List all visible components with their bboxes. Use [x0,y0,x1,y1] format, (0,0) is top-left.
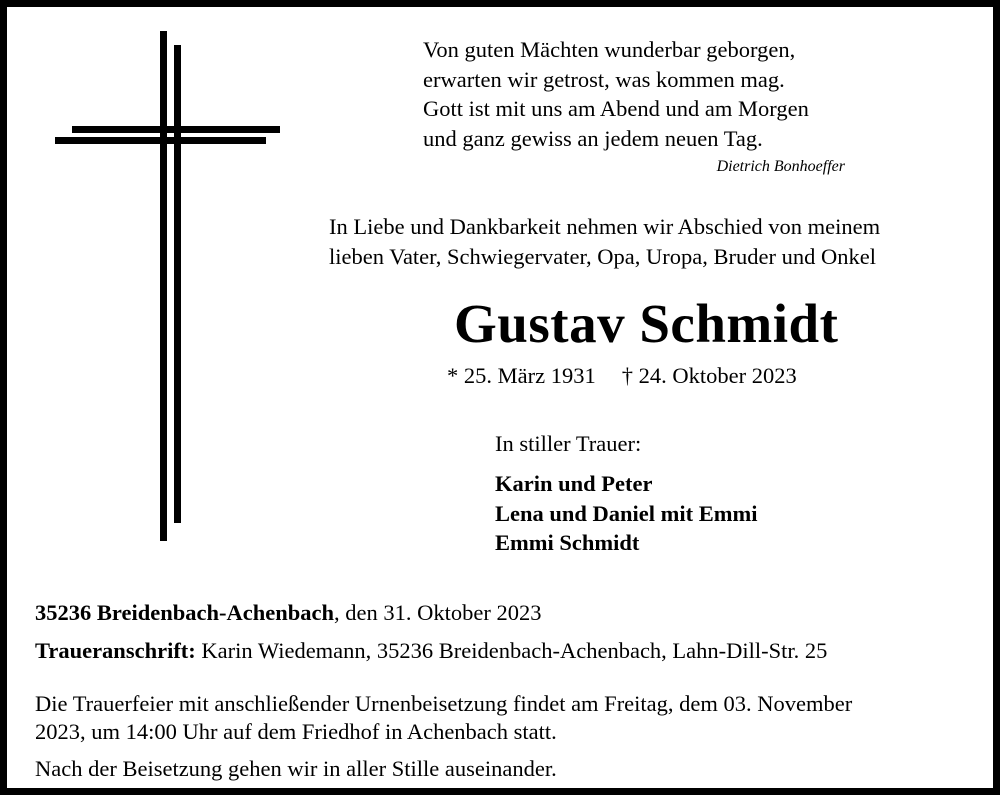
life-dates [447,362,797,390]
birth-date: * 25. März 1931 [447,363,596,388]
death-date: † 24. Oktober 2023 [621,363,797,388]
mourners-list [495,469,758,558]
deceased-name: Gustav Schmidt [454,293,839,354]
poem-author: Dietrich Bonhoeffer [716,158,845,175]
mourner-name: Karin und Peter [495,471,653,496]
poem-line: und ganz gewiss an jedem neuen Tag. [423,125,763,151]
cross-icon [52,31,282,543]
intro-text [329,212,880,271]
ceremony-line: 2023, um 14:00 Uhr auf dem Friedhof in Achenbach statt. [35,719,557,744]
poem-line: Gott ist mit uns am Abend und am Morgen [423,96,809,121]
address-line [35,636,827,665]
place-date-line [35,598,541,627]
poem [423,35,809,153]
intro-line: In Liebe und Dankbarkeit nehmen wir Abschied von meinem [329,214,881,239]
place: 35236 Breidenbach-Achenbach [35,600,334,625]
mourner-name: Emmi Schmidt [495,530,640,555]
closing-line: Nach der Beisetzung gehen wir in aller Stille auseinander. [35,756,557,781]
mourners-label: In stiller Trauer: [495,431,642,456]
intro-line: lieben Vater, Schwiegervater, Opa, Uropa, Bruder und Onkel [329,243,876,269]
ceremony-line: Die Trauerfeier mit anschließender Urnenbeisetzung findet am Freitag, dem 03. November [35,691,853,716]
poem-line: Von guten Mächten wunderbar geborgen, [423,37,796,62]
poem-line: erwarten wir getrost, was kommen mag. [423,66,785,92]
address-label: Traueranschrift: [35,638,196,663]
place-date: , den 31. Oktober 2023 [333,600,542,625]
mourner-name: Lena und Daniel mit Emmi [495,500,758,526]
address: Karin Wiedemann, 35236 Breidenbach-Achenbach, Lahn-Dill-Str. 25 [195,638,828,663]
